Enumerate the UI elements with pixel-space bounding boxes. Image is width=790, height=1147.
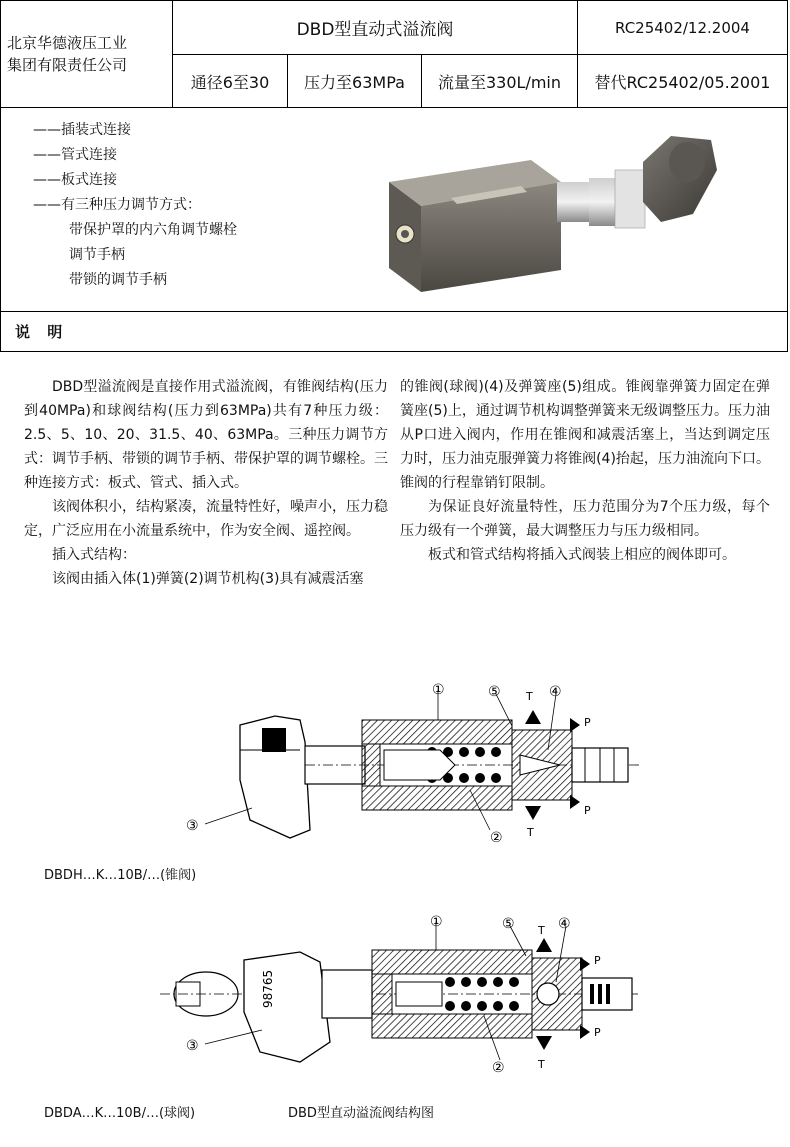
callout-5: ⑤ [488, 684, 501, 700]
valve-photo [381, 122, 721, 302]
description-paragraph: 该阀由插入体(1)弹簧(2)调节机构(3)具有减震活塞 [52, 571, 364, 587]
feature-item: ——插装式连接 [33, 122, 131, 138]
section-title: 说 明 [0, 312, 788, 352]
port-t-top: T [526, 690, 533, 703]
feature-sub-item: 带保护罩的内六角调节螺栓 [69, 222, 237, 238]
figure-title: DBD型直动溢流阀结构图 [288, 1106, 434, 1121]
spec-flow: 流量至330L/min [422, 55, 578, 107]
document-code: RC25402/12.2004 [578, 1, 787, 55]
callout-1: ① [432, 682, 445, 698]
port-p-bottom: P [584, 804, 591, 817]
callout-5: ⑤ [502, 916, 515, 932]
company-line-1: 北京华德液压工业 [7, 34, 128, 52]
description-paragraph: DBD型溢流阀是直接作用式溢流阀，有锥阀结构(压力到40MPa)和球阀结构(压力到63MPa)共有7种压力级：2.5、5、10、20、31.5、40、63MPa。三种压力调节方式：调节手柄、带锁的调节手柄、带保护罩的调节螺栓。三种连接方式：板式、管式、插入式。 [24, 379, 388, 491]
document-title: DBD型直动式溢流阀 [173, 1, 578, 55]
feature-item: ——板式连接 [33, 172, 117, 188]
description-paragraph: 为保证良好流量特性，压力范围分为7个压力级，每个压力级有一个弹簧，最大调整压力与压力级相同。 [400, 499, 770, 539]
feature-item: ——有三种压力调节方式： [33, 197, 201, 213]
callout-2: ② [490, 830, 503, 846]
scale-digits: 98765 [261, 969, 275, 1008]
company-name [1, 1, 173, 107]
caption-ball-valve: DBDA…K…10B/…(球阀) [44, 1106, 196, 1121]
port-t-top: T [538, 924, 545, 937]
feature-sub-item: 带锁的调节手柄 [69, 272, 167, 288]
port-p-top: P [584, 716, 591, 729]
feature-list [33, 118, 237, 293]
callout-2: ② [492, 1060, 505, 1076]
diagram-cone-valve [0, 680, 790, 880]
callout-3: ③ [186, 1038, 199, 1054]
callout-1: ① [430, 914, 443, 930]
callout-4: ④ [549, 684, 562, 700]
callout-4: ④ [558, 916, 571, 932]
description-right-column [400, 375, 770, 567]
port-t-bottom: T [527, 826, 534, 839]
spec-pressure: 压力至63MPa [288, 55, 422, 107]
port-t-bottom: T [538, 1058, 545, 1071]
feature-sub-item: 调节手柄 [69, 247, 125, 263]
spec-replaces: 替代RC25402/05.2001 [594, 72, 771, 92]
description-paragraph: 该阀体积小，结构紧凑，流量特性好，噪声小，压力稳定，广泛应用在小流量系统中，作为安全阀、遥控阀。 [24, 499, 388, 539]
features-panel [0, 108, 788, 312]
spec-bore: 通径6至30 [173, 55, 288, 107]
header-table [0, 0, 788, 108]
company-line-2: 集团有限责任公司 [7, 56, 128, 74]
description-paragraph: 板式和管式结构将插入式阀装上相应的阀体即可。 [428, 547, 736, 563]
port-p-top: P [594, 954, 601, 967]
caption-cone-valve: DBDH…K…10B/…(锥阀) [44, 868, 197, 883]
feature-item: ——管式连接 [33, 147, 117, 163]
callout-3: ③ [186, 818, 199, 834]
diagram-ball-valve [0, 912, 790, 1092]
description-paragraph: 的锥阀(球阀)(4)及弹簧座(5)组成。锥阀靠弹簧力固定在弹簧座(5)上，通过调节机构调整弹簧来无级调整压力。压力油从P口进入阀内，作用在锥阀和减震活塞上，当达到调定压力时，压力油克服弹簧力将锥阀(4)抬起，压力油流向下口。锥阀的行程靠销钉限制。 [400, 379, 770, 491]
description-left-column [24, 375, 388, 591]
port-p-bottom: P [594, 1026, 601, 1039]
description-paragraph: 插入式结构： [52, 547, 136, 563]
